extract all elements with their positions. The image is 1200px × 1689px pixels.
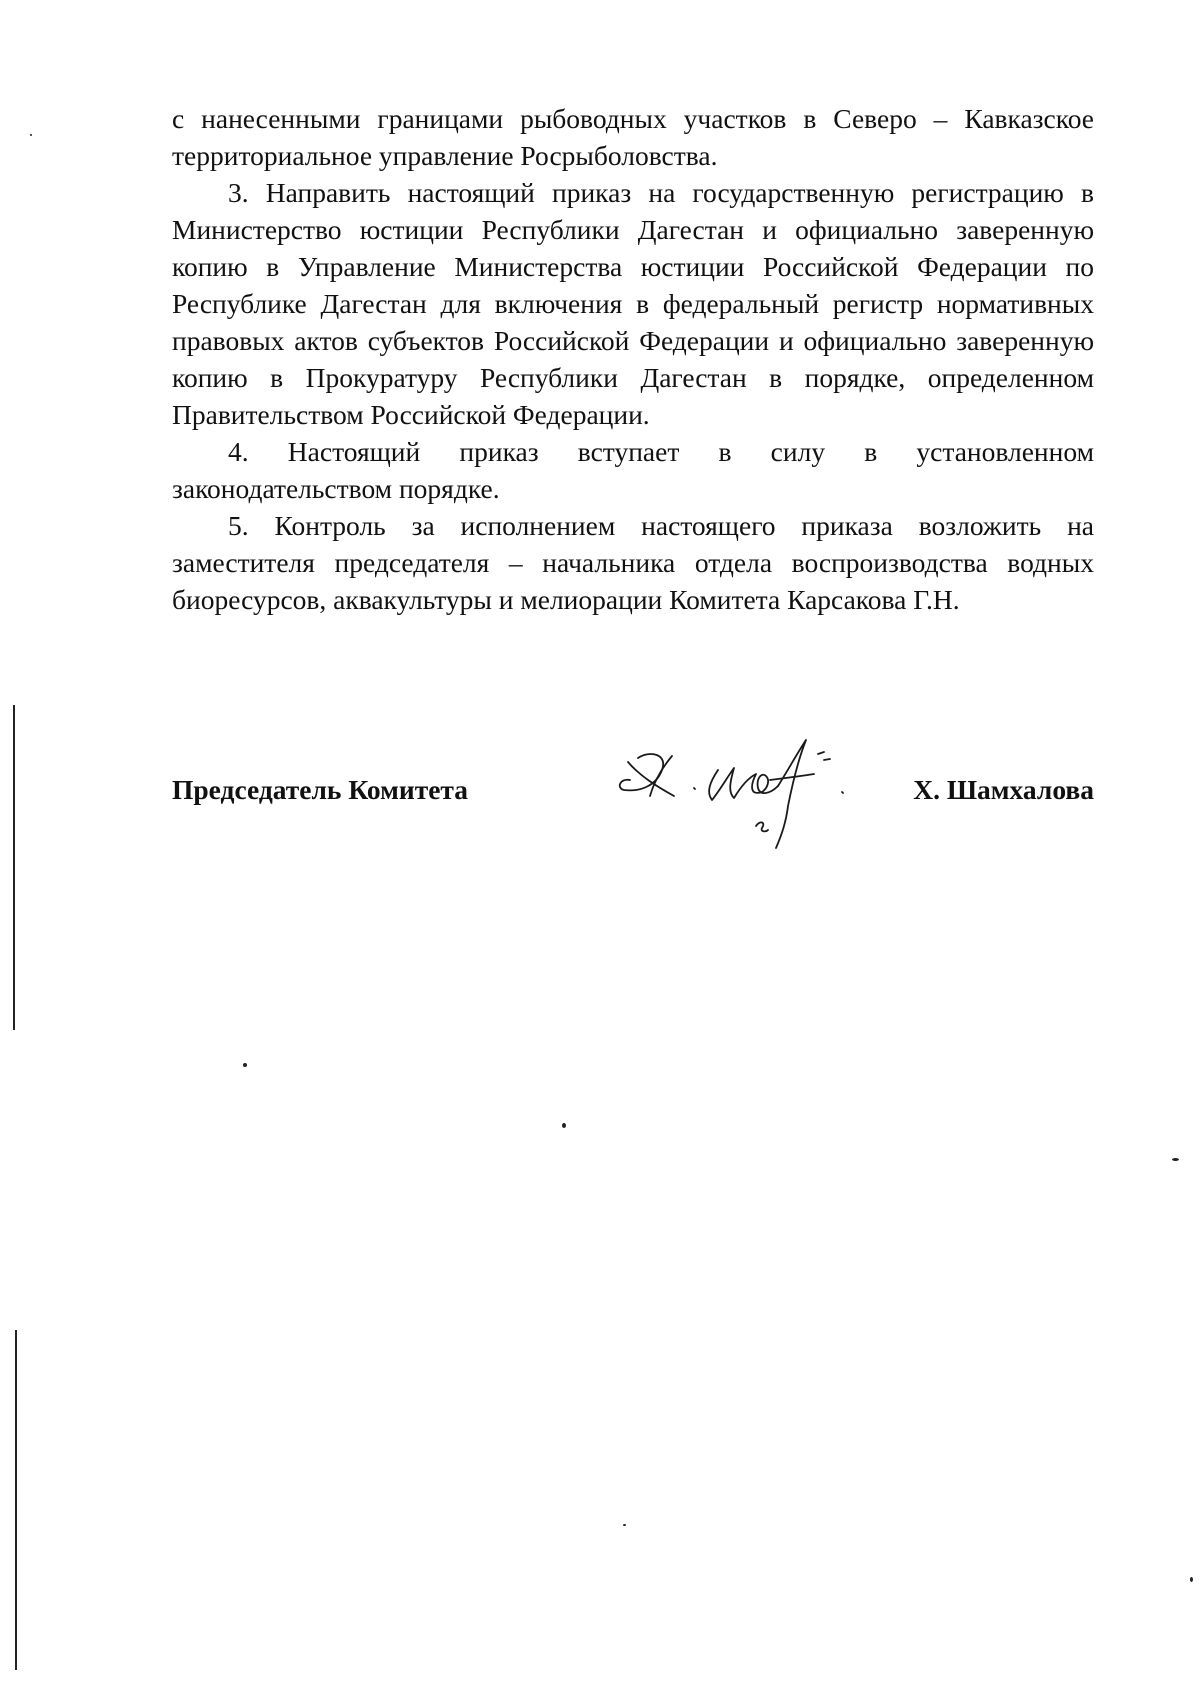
scan-speck <box>1190 1577 1193 1582</box>
document-body <box>172 100 1094 618</box>
paragraph-item-5: 5. Контроль за исполнением настоящего приказа возложить на заместителя председателя – начальника отдела воспроизводства водных биоресурсов, аквакультуры и мелиорации Комитета Карсакова Г.Н. <box>172 510 1094 615</box>
scan-speck <box>1172 1158 1179 1161</box>
signatory-position: Председатель Комитета <box>172 774 469 805</box>
scan-speck <box>30 134 32 136</box>
scan-margin-line-bottom <box>15 1330 17 1670</box>
scan-speck <box>623 1524 626 1526</box>
scan-speck <box>562 1123 566 1128</box>
handwritten-signature <box>610 730 890 860</box>
scan-margin-line-top <box>13 705 15 1030</box>
signatory-name: Х. Шамхалова <box>913 774 1094 805</box>
paragraph-item-3: 3. Направить настоящий приказ на государственную регистрацию в Министерство юстиции Республики Дагестан и официально заверенную копию в Управление Министерства юстиции Российской Федерации по Республике Дагестан для включения в федеральный регистр нормативных правовых актов субъектов Российской Федерации и официально заверенную копию в Прокуратуру Республики Дагестан в порядке, определенном Правительством Российской Федерации. <box>172 177 1094 430</box>
paragraph-item-4: 4. Настоящий приказ вступает в силу в установленном законодательством порядке. <box>172 436 1094 504</box>
scan-speck <box>243 1063 247 1067</box>
paragraph-continuation: с нанесенными границами рыбоводных участков в Северо – Кавказское территориальное управление Росрыболовства. <box>172 103 1094 171</box>
